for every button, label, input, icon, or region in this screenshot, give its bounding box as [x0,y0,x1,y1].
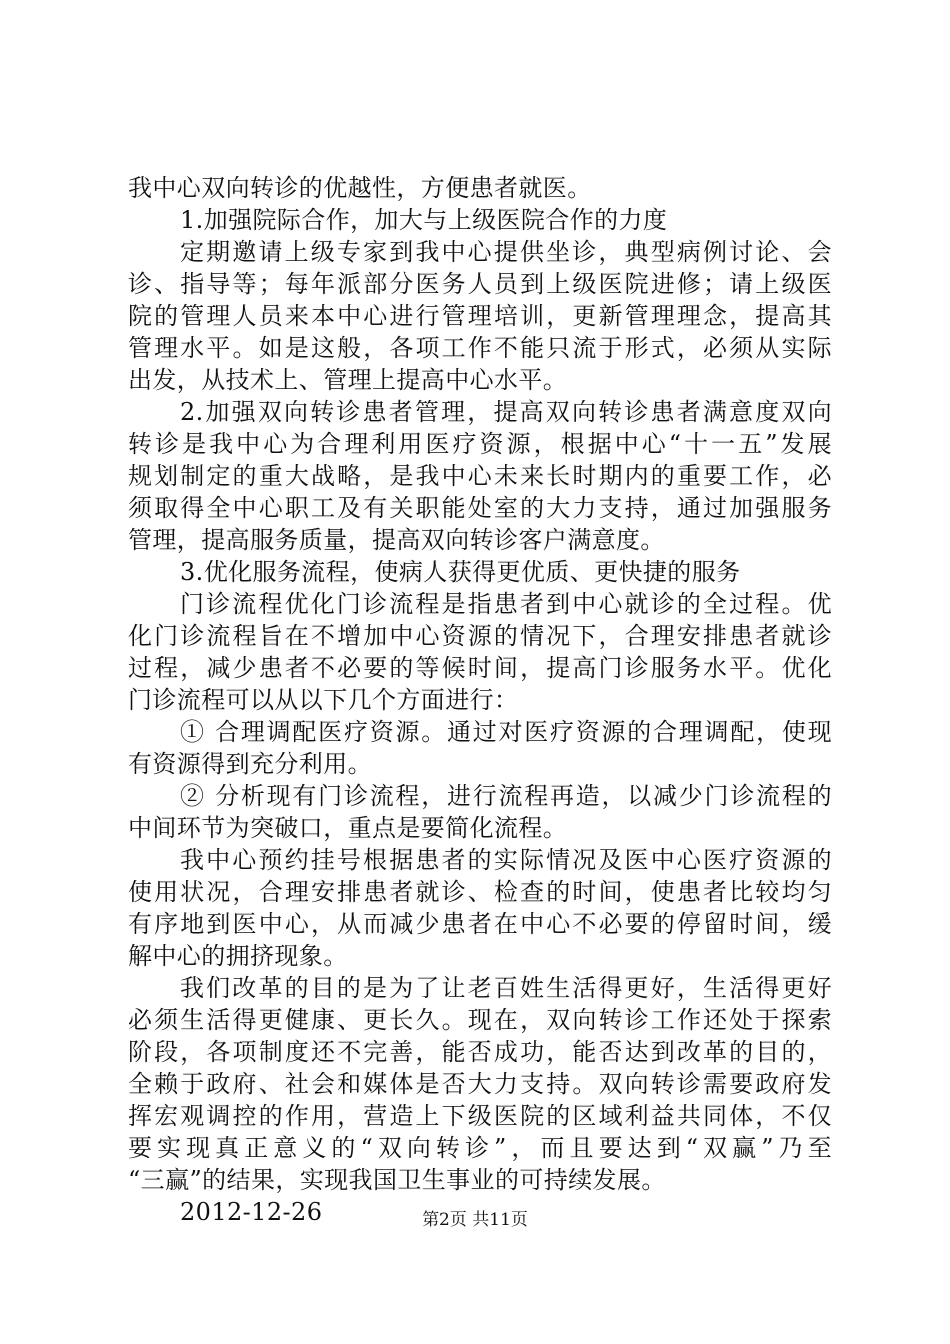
text-line: 有资源得到充分利用。 [128,750,372,778]
list-item: ① 合理调配医疗资源。通过对医疗资源的合理调配，使现 [180,718,832,746]
text-line: 管理水平。如是这般，各项工作不能只流于形式，必须从实际 [128,334,832,362]
text-line: 我中心预约挂号根据患者的实际情况及医中心医疗资源的 [180,846,832,874]
text-line: 阶段，各项制度还不完善，能否成功，能否达到改革的目的， [128,1038,832,1066]
text-line: 中间环节为突破口，重点是要简化流程。 [128,814,568,842]
page-number-footer: 第2页 共11页 [422,1210,528,1230]
text-line: 我中心双向转诊的优越性，方便患者就医。 [128,174,592,202]
text-line: 院的管理人员来本中心进行管理培训，更新管理理念，提高其 [128,302,832,330]
section-heading: 1.加强院际合作，加大与上级医院合作的力度 [180,206,668,234]
text-line: 定期邀请上级专家到我中心提供坐诊，典型病例讨论、会 [180,238,832,266]
text-line: 使用状况，合理安排患者就诊、检查的时间，使患者比较均匀 [128,878,832,906]
text-line: 门诊流程可以从以下几个方面进行： [128,686,519,714]
text-line: 解中心的拥挤现象。 [128,942,348,970]
text-line: 化门诊流程旨在不增加中心资源的情况下，合理安排患者就诊 [128,622,832,650]
text-line: 须取得全中心职工及有关职能处室的大力支持，通过加强服务 [128,494,832,522]
text-line: 必须生活得更健康、更长久。现在，双向转诊工作还处于探索 [128,1006,832,1034]
text-line: 出发，从技术上、管理上提高中心水平。 [128,366,568,394]
text-line: 规划制定的重大战略，是我中心未来长时期内的重要工作，必 [128,462,832,490]
document-date: 2012-12-26 [180,1198,323,1226]
text-line: 我们改革的目的是为了让老百姓生活得更好，生活得更好 [180,974,832,1002]
text-line: 门诊流程优化门诊流程是指患者到中心就诊的全过程。优 [180,590,832,618]
section-heading: 2.加强双向转诊患者管理，提高双向转诊患者满意度双向 [180,398,832,426]
text-line: “三赢”的结果，实现我国卫生事业的可持续发展。 [128,1166,666,1194]
text-line: 过程，减少患者不必要的等候时间，提高门诊服务水平。优化 [128,654,832,682]
text-line: 管理，提高服务质量，提高双向转诊客户满意度。 [128,526,665,554]
section-heading: 3.优化服务流程，使病人获得更优质、更快捷的服务 [180,558,741,586]
text-line: 诊、指导等；每年派部分医务人员到上级医院进修；请上级医 [128,270,832,298]
list-item: ② 分析现有门诊流程，进行流程再造，以减少门诊流程的 [180,782,832,810]
text-line: 要实现真正意义的“双向转诊”，而且要达到“双赢”乃至 [128,1134,832,1162]
text-line: 挥宏观调控的作用，营造上下级医院的区域利益共同体，不仅 [128,1102,832,1130]
text-line: 全赖于政府、社会和媒体是否大力支持。双向转诊需要政府发 [128,1070,832,1098]
text-line: 转诊是我中心为合理利用医疗资源，根据中心“十一五”发展 [128,430,832,458]
text-line: 有序地到医中心，从而减少患者在中心不必要的停留时间，缓 [128,910,832,938]
